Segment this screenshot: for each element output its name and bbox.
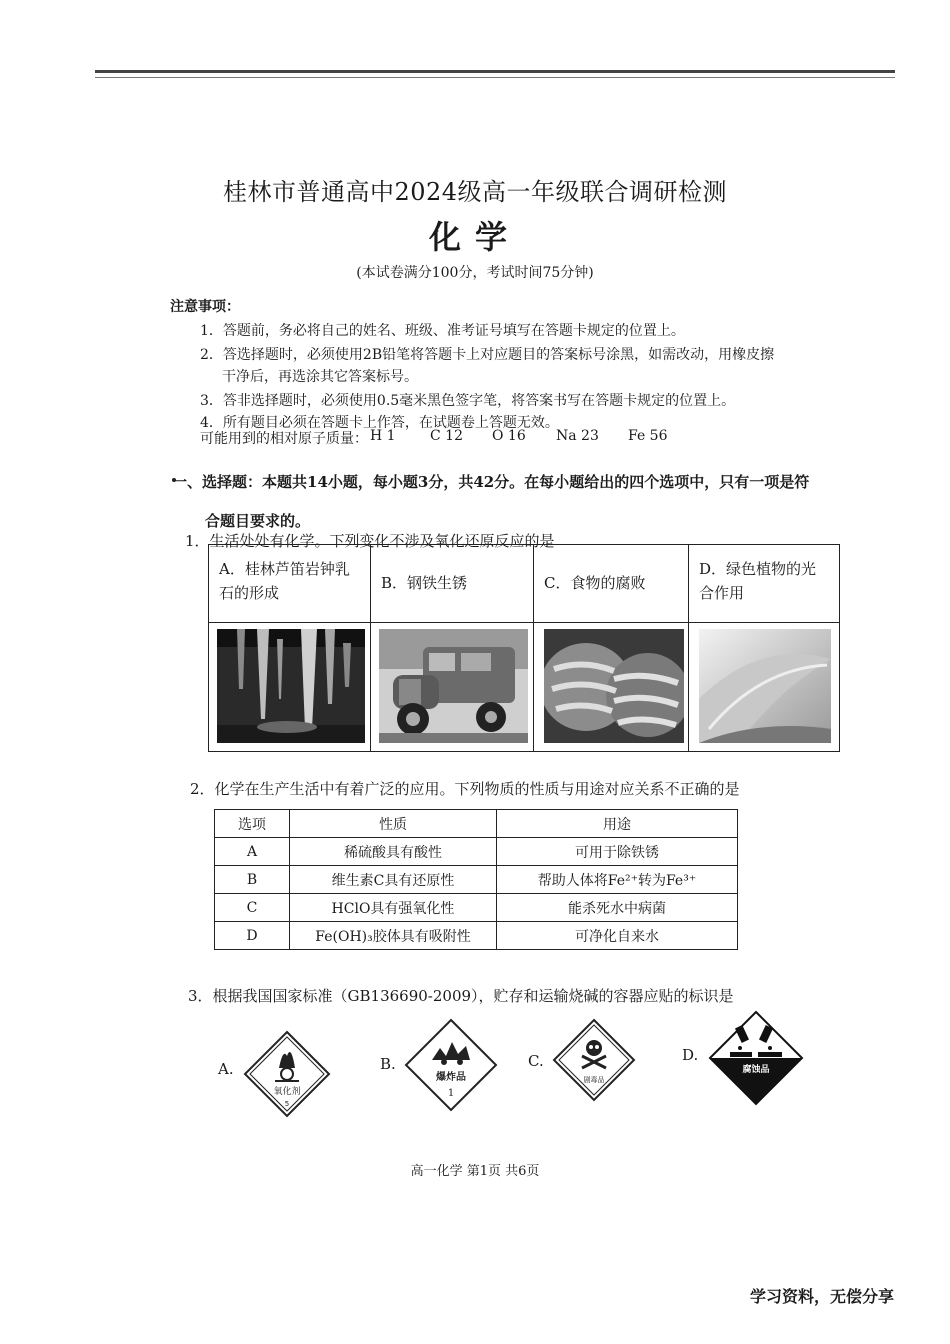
q1-option-c-text: C．食物的腐败 xyxy=(534,545,689,623)
toxic-sign-icon xyxy=(552,1018,636,1102)
table-cell: Fe(OH)₃胶体具有吸附性 xyxy=(290,922,497,950)
q1-option-b-text: B．钢铁生锈 xyxy=(371,545,534,623)
section-1-heading: 一、选择题：本题共14小题，每小题3分，共42分。在每小题给出的四个选项中，只有一项是符 xyxy=(172,473,810,491)
table-row xyxy=(215,866,738,894)
q1-option-d-image-cell xyxy=(689,623,839,751)
q1-option-c-image-cell xyxy=(534,623,689,751)
table-cell: 可用于除铁锈 xyxy=(497,838,738,866)
notice-item-1: 1．答题前，务必将自己的姓名、班级、准考证号填写在答题卡规定的位置上。 xyxy=(200,323,685,339)
table-cell: 稀硫酸具有酸性 xyxy=(290,838,497,866)
share-note: 学习资料，无偿分享 xyxy=(750,1287,895,1306)
q2-table xyxy=(214,809,738,950)
q3-option-b-label: B. xyxy=(380,1055,396,1073)
corrosive-sign-icon xyxy=(708,1010,804,1106)
q1-options-grid xyxy=(208,544,840,752)
notice-heading: 注意事项： xyxy=(170,299,240,315)
table-header-row xyxy=(215,810,738,838)
notice-item-4: 4．所有题目必须在答题卡上作答，在试题卷上答题无效。 xyxy=(200,415,559,431)
q1-option-d-text: D．绿色植物的光 合作用 xyxy=(689,545,839,623)
table-cell: 维生素C具有还原性 xyxy=(290,866,497,894)
atomic-mass-c: C 12 xyxy=(430,428,463,444)
q3-option-c-label: C. xyxy=(528,1052,544,1070)
atomic-mass-label: 可能用到的相对原子质量： xyxy=(200,431,368,447)
table-row xyxy=(215,922,738,950)
green-leaf-image xyxy=(699,629,831,743)
moldy-bread-image xyxy=(544,629,684,743)
table-header: 用途 xyxy=(497,810,738,838)
rusty-car-image xyxy=(379,629,528,743)
table-header: 性质 xyxy=(290,810,497,838)
oxidizer-sign-icon xyxy=(243,1030,331,1118)
top-rule-thin xyxy=(95,77,895,78)
q2-stem: 2．化学在生产生活中有着广泛的应用。下列物质的性质与用途对应关系不正确的是 xyxy=(190,780,740,798)
toxic-sign-text: 剧毒品 xyxy=(583,1076,605,1084)
q3-option-d-label: D. xyxy=(682,1046,699,1064)
explosive-sign-num: 1 xyxy=(447,1088,455,1099)
table-cell: 帮助人体将Fe²⁺转为Fe³⁺ xyxy=(497,866,738,894)
notice-item-3: 3．答非选择题时，必须使用0.5毫米黑色签字笔，将答案书写在答题卡规定的位置上。 xyxy=(200,393,736,409)
table-cell: A xyxy=(215,838,290,866)
q1-option-a-text: A．桂林芦笛岩钟乳 石的形成 xyxy=(209,545,371,623)
q3-stem: 3．根据我国国家标准（GB136690-2009），贮存和运输烧碱的容器应贴的标识是 xyxy=(188,987,734,1005)
explosive-sign-icon xyxy=(404,1018,498,1112)
exam-info: (本试卷满分100分，考试时间75分钟) xyxy=(356,265,594,281)
explosive-sign-text: 爆炸品 xyxy=(436,1072,466,1083)
section-1-heading-cont: 合题目要求的。 xyxy=(205,512,311,530)
q1-option-a-image-cell xyxy=(209,623,371,751)
atomic-masses xyxy=(200,428,668,448)
table-cell: B xyxy=(215,866,290,894)
top-rule xyxy=(95,70,895,73)
corrosive-sign-text: 腐蚀品 xyxy=(742,1065,770,1075)
table-row xyxy=(215,838,738,866)
table-cell: D xyxy=(215,922,290,950)
q1-stem: 1．生活处处有化学。下列变化不涉及氧化还原反应的是 xyxy=(185,532,555,550)
table-cell: C xyxy=(215,894,290,922)
q3-option-a-label: A. xyxy=(218,1060,234,1078)
table-cell: 能杀死水中病菌 xyxy=(497,894,738,922)
table-cell: 可净化自来水 xyxy=(497,922,738,950)
table-header: 选项 xyxy=(215,810,290,838)
table-row xyxy=(215,894,738,922)
oxidizer-sign-num: 5 xyxy=(284,1100,290,1108)
atomic-mass-fe: Fe 56 xyxy=(628,428,668,444)
exam-title: 桂林市普通高中2024级高一年级联合调研检测 xyxy=(222,178,728,206)
subject-title: 化学 xyxy=(428,218,521,256)
stalactite-cave-image xyxy=(217,629,365,743)
atomic-mass-na: Na 23 xyxy=(556,428,599,444)
q1-option-b-image-cell xyxy=(371,623,534,751)
notice-item-2-cont: 干净后，再选涂其它答案标号。 xyxy=(222,369,418,385)
oxidizer-sign-text: 氧化剂 xyxy=(273,1087,301,1097)
table-cell: HClO具有强氧化性 xyxy=(290,894,497,922)
page-footer: 高一化学 第1页 共6页 xyxy=(410,1164,540,1179)
atomic-mass-o: O 16 xyxy=(492,428,526,444)
atomic-mass-h: H 1 xyxy=(370,428,396,444)
notice-item-2: 2．答选择题时，必须使用2B铅笔将答题卡上对应题目的答案标号涂黑，如需改动，用橡皮擦 xyxy=(200,347,775,363)
